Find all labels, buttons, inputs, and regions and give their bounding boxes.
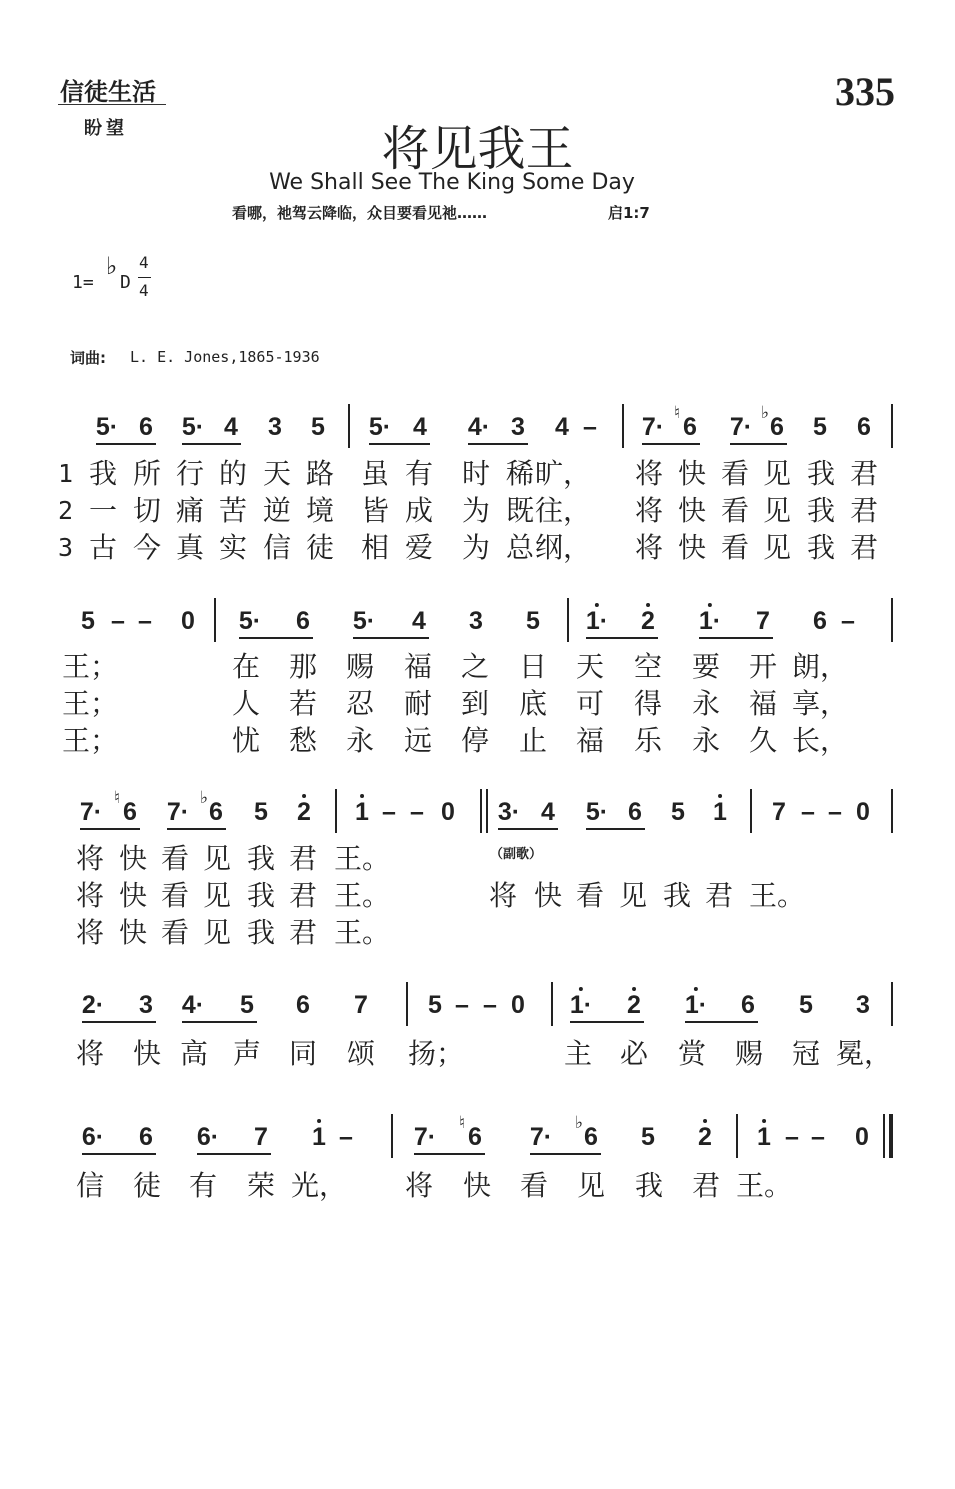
underline-beam — [80, 828, 140, 830]
refrain-syllable: 君 — [704, 879, 734, 912]
note: 7· — [729, 413, 753, 441]
lyric-syllable: 时 — [461, 457, 491, 490]
final-bar-line — [889, 1114, 893, 1158]
note: 7· — [641, 413, 665, 441]
lyric-syllable: 耐 — [403, 687, 433, 720]
lyric-syllable: 必 — [619, 1037, 649, 1070]
lyric-syllable: 王。 — [735, 1169, 793, 1202]
note: 1 — [355, 798, 369, 826]
lyric-syllable: 高 — [179, 1037, 209, 1070]
lyric-syllable: 真 — [175, 531, 205, 564]
note: 1· — [569, 991, 593, 1019]
underline-beam — [530, 1153, 601, 1155]
note: 4 — [413, 413, 427, 441]
note: 0 — [856, 798, 870, 826]
underline-beam — [182, 443, 241, 445]
note: 4 — [541, 798, 555, 826]
lyric-syllable: 快 — [677, 494, 707, 527]
underline-beam — [685, 1021, 758, 1023]
refrain-syllable: 快 — [533, 879, 563, 912]
note: 7 — [772, 798, 786, 826]
note: 7· — [166, 798, 190, 826]
lyric-syllable: 我 — [246, 842, 276, 875]
note: 6 ♭ — [575, 1113, 598, 1151]
note: 6· — [196, 1123, 220, 1151]
lyric-syllable: 永 — [345, 724, 375, 757]
lyric-syllable: 到 — [460, 687, 490, 720]
lyric-syllable: 得 — [633, 687, 663, 720]
note: 1 — [757, 1123, 771, 1151]
underline-beam — [239, 637, 313, 639]
note: 5 — [311, 413, 325, 441]
lyric-syllable: 永 — [691, 724, 721, 757]
lyric-syllable: 为 — [461, 494, 491, 527]
lyric-syllable: 有 — [188, 1169, 218, 1202]
note: 6 — [139, 413, 153, 441]
underline-beam — [730, 443, 787, 445]
lyric-syllable: 福 — [748, 687, 778, 720]
double-bar-line — [480, 789, 482, 833]
note: 6 — [628, 798, 642, 826]
lyric-syllable: 君 — [849, 457, 879, 490]
underline-beam — [642, 443, 700, 445]
note: 6 — [296, 991, 310, 1019]
lyric-syllable: 那 — [288, 650, 318, 683]
lyric-syllable: 忍 — [345, 687, 375, 720]
underline-beam — [468, 443, 528, 445]
lyric-syllable: 王。 — [333, 842, 391, 875]
hymn-english-title: We Shall See The King Some Day — [269, 170, 635, 195]
lyric-syllable: 王。 — [333, 879, 391, 912]
flat-sign: ♭ — [106, 252, 118, 280]
key-note: D — [120, 272, 131, 293]
lyric-syllable: 扬； — [407, 1037, 465, 1070]
lyric-syllable: 君 — [288, 916, 318, 949]
lyric-syllable: 看 — [720, 457, 750, 490]
note: 5 — [428, 991, 442, 1019]
lyric-syllable: 天 — [262, 457, 292, 490]
lyric-syllable: 纲， — [534, 531, 592, 564]
lyric-syllable: 将 — [634, 457, 664, 490]
lyric-syllable: 逆 — [262, 494, 292, 527]
lyric-syllable: 享， — [791, 687, 849, 720]
credit-label: 词曲: — [70, 349, 106, 367]
note: 3 — [139, 991, 153, 1019]
lyric-syllable: 痛 — [175, 494, 205, 527]
category-rule — [58, 104, 166, 105]
bar-line — [406, 982, 408, 1026]
note: 4 — [224, 413, 238, 441]
lyric-syllable: 今 — [132, 531, 162, 564]
natural-sign: ♮ — [674, 403, 681, 422]
note: 6· — [81, 1123, 105, 1151]
lyric-syllable: 路 — [305, 457, 335, 490]
refrain-syllable: 将 — [488, 879, 518, 912]
subcategory-label: 盼望 — [84, 118, 128, 139]
note: 6 ♮ — [674, 403, 697, 441]
lyric-syllable: 古 — [88, 531, 118, 564]
lyric-syllable: 我 — [806, 531, 836, 564]
lyric-syllable: 快 — [118, 879, 148, 912]
note: 2 — [297, 798, 311, 826]
underline-beam — [197, 1153, 271, 1155]
note: – — [785, 1123, 799, 1151]
underline-beam — [414, 1153, 485, 1155]
lyric-syllable: 光， — [290, 1169, 348, 1202]
note: – — [828, 798, 842, 826]
note: 5· — [95, 413, 119, 441]
lyric-syllable: 君 — [691, 1169, 721, 1202]
note: 5· — [368, 413, 392, 441]
lyric-syllable: 稀 — [505, 457, 535, 490]
lyric-syllable: 君 — [849, 531, 879, 564]
note: 4 — [412, 607, 426, 635]
note: – — [382, 798, 396, 826]
refrain-syllable: 王。 — [748, 879, 806, 912]
bar-line — [891, 404, 893, 448]
lyric-syllable: 快 — [118, 916, 148, 949]
refrain-tag: （副歌） — [490, 847, 543, 862]
lyric-syllable: 相 — [360, 531, 390, 564]
lyric-syllable: 底 — [518, 687, 548, 720]
lyric-syllable: 空 — [633, 650, 663, 683]
note: 1· — [684, 991, 708, 1019]
lyric-syllable: 快 — [118, 842, 148, 875]
lyric-syllable: 荣 — [246, 1169, 276, 1202]
lyric-syllable: 君 — [849, 494, 879, 527]
note: 2 — [641, 607, 655, 635]
lyric-syllable: 信 — [75, 1169, 105, 1202]
note: 5· — [352, 607, 376, 635]
note: 7· — [413, 1123, 437, 1151]
lyric-syllable: 看 — [160, 916, 190, 949]
note: – — [841, 607, 855, 635]
lyric-syllable: 徒 — [305, 531, 335, 564]
lyric-syllable: 看 — [160, 842, 190, 875]
lyric-syllable: 看 — [720, 531, 750, 564]
lyric-syllable: 福 — [575, 724, 605, 757]
lyric-syllable: 所 — [132, 457, 162, 490]
lyric-syllable: 愁 — [288, 724, 318, 757]
lyric-syllable: 在 — [231, 650, 261, 683]
lyric-syllable: 远 — [403, 724, 433, 757]
lyric-syllable: 见 — [202, 916, 232, 949]
note: 1· — [698, 607, 722, 635]
lyric-syllable: 乐 — [633, 724, 663, 757]
lyric-syllable: 爱 — [404, 531, 434, 564]
note: 7 — [254, 1123, 268, 1151]
lyric-syllable: 人 — [231, 687, 261, 720]
lyric-syllable: 王； — [61, 724, 119, 757]
lyric-syllable: 切 — [132, 494, 162, 527]
lyric-syllable: 有 — [404, 457, 434, 490]
verse-number: 3 — [58, 533, 74, 562]
lyric-syllable: 王； — [61, 687, 119, 720]
time-signature-bottom: 4 — [139, 281, 149, 300]
note: 1 — [713, 798, 727, 826]
lyric-syllable: 我 — [634, 1169, 664, 1202]
bar-line — [214, 598, 216, 642]
lyric-syllable: 长， — [791, 724, 849, 757]
lyric-syllable: 我 — [806, 457, 836, 490]
lyric-syllable: 将 — [75, 842, 105, 875]
note: 0 — [511, 991, 525, 1019]
note: 1 — [312, 1123, 326, 1151]
note: 5 — [240, 991, 254, 1019]
underline-beam — [586, 828, 645, 830]
lyric-syllable: 朗， — [791, 650, 849, 683]
natural-sign: ♮ — [114, 788, 121, 807]
lyric-syllable: 一 — [88, 494, 118, 527]
page-number: 335 — [835, 69, 895, 114]
lyric-syllable: 见 — [762, 457, 792, 490]
lyric-syllable: 为 — [461, 531, 491, 564]
note: – — [339, 1123, 353, 1151]
note: 6 — [813, 607, 827, 635]
lyric-syllable: 见 — [762, 531, 792, 564]
lyric-syllable: 赐 — [345, 650, 375, 683]
flat-sign: ♭ — [575, 1113, 584, 1132]
lyric-syllable: 快 — [677, 457, 707, 490]
note: 1· — [585, 607, 609, 635]
lyric-syllable: 既 — [505, 494, 535, 527]
note: 0 — [181, 607, 195, 635]
note: 6 ♭ — [761, 403, 784, 441]
scripture-verse: 看哪，祂驾云降临，众目要看见祂…… — [232, 204, 488, 222]
note: 0 — [441, 798, 455, 826]
underline-beam — [82, 1021, 156, 1023]
lyric-syllable: 看 — [519, 1169, 549, 1202]
note: 6 — [296, 607, 310, 635]
note: 5 — [254, 798, 268, 826]
natural-sign: ♮ — [459, 1113, 466, 1132]
lyric-syllable: 若 — [288, 687, 318, 720]
lyric-syllable: 我 — [246, 916, 276, 949]
note: 5 — [81, 607, 95, 635]
lyric-syllable: 苦 — [218, 494, 248, 527]
underline-beam — [369, 443, 430, 445]
lyric-syllable: 天 — [575, 650, 605, 683]
lyric-syllable: 冕， — [835, 1037, 893, 1070]
note: 3 — [268, 413, 282, 441]
note: 5 — [641, 1123, 655, 1151]
time-signature-top: 4 — [139, 253, 149, 272]
hymn-title: 将见我王 — [381, 121, 574, 177]
lyric-syllable: 信 — [262, 531, 292, 564]
lyric-syllable: 永 — [691, 687, 721, 720]
flat-sign: ♭ — [200, 788, 209, 807]
note: 5 — [813, 413, 827, 441]
lyric-syllable: 快 — [462, 1169, 492, 1202]
note: 5· — [585, 798, 609, 826]
lyric-syllable: 王； — [61, 650, 119, 683]
double-bar-line — [486, 789, 488, 833]
note: 6 ♮ — [459, 1113, 482, 1151]
category-label: 信徒生活 — [60, 77, 156, 106]
note: 0 — [855, 1123, 869, 1151]
lyric-syllable: 快 — [677, 531, 707, 564]
verse-number: 1 — [58, 459, 74, 488]
note: – — [455, 991, 469, 1019]
note: – — [583, 413, 597, 441]
note: 6 — [857, 413, 871, 441]
bar-line — [567, 598, 569, 642]
bar-line — [622, 404, 624, 448]
underline-beam — [570, 1021, 644, 1023]
lyric-syllable: 同 — [288, 1037, 318, 1070]
lyric-syllable: 成 — [404, 494, 434, 527]
lyric-syllable: 之 — [460, 650, 490, 683]
note: – — [801, 798, 815, 826]
lyric-syllable: 行 — [175, 457, 205, 490]
bar-line — [891, 598, 893, 642]
underline-beam — [699, 637, 773, 639]
underline-beam — [167, 828, 226, 830]
underline-beam — [96, 443, 156, 445]
note: 3· — [497, 798, 521, 826]
lyric-syllable: 我 — [246, 879, 276, 912]
underline-beam — [586, 637, 658, 639]
bar-line — [551, 982, 553, 1026]
verse-number: 2 — [58, 496, 74, 525]
lyric-syllable: 见 — [202, 842, 232, 875]
lyric-syllable: 旷， — [534, 457, 592, 490]
lyric-syllable: 久 — [748, 724, 778, 757]
note: 2· — [81, 991, 105, 1019]
lyric-syllable: 快 — [132, 1037, 162, 1070]
lyric-syllable: 王。 — [333, 916, 391, 949]
lyric-syllable: 实 — [218, 531, 248, 564]
refrain-syllable: 我 — [662, 879, 692, 912]
note: 5 — [671, 798, 685, 826]
bar-line — [391, 1114, 393, 1158]
lyric-syllable: 往， — [534, 494, 592, 527]
lyric-syllable: 忧 — [231, 724, 261, 757]
bar-line — [335, 789, 337, 833]
lyric-syllable: 可 — [575, 687, 605, 720]
note: – — [483, 991, 497, 1019]
note: 2 — [627, 991, 641, 1019]
lyric-syllable: 声 — [232, 1037, 262, 1070]
note: 3 — [511, 413, 525, 441]
lyric-syllable: 赐 — [734, 1037, 764, 1070]
key-prefix: 1= — [72, 272, 94, 293]
flat-sign: ♭ — [761, 403, 770, 422]
underline-beam — [82, 1153, 156, 1155]
lyric-syllable: 皆 — [360, 494, 390, 527]
note: 4· — [181, 991, 205, 1019]
lyric-syllable: 日 — [518, 650, 548, 683]
lyric-syllable: 我 — [806, 494, 836, 527]
lyric-syllable: 看 — [720, 494, 750, 527]
lyric-syllable: 将 — [75, 1037, 105, 1070]
note: – — [811, 1123, 825, 1151]
lyric-syllable: 徒 — [132, 1169, 162, 1202]
note: 7· — [529, 1123, 553, 1151]
lyric-syllable: 将 — [634, 531, 664, 564]
note: 2 — [698, 1123, 712, 1151]
underline-beam — [353, 637, 429, 639]
lyric-syllable: 开 — [748, 650, 778, 683]
bar-line — [891, 789, 893, 833]
lyric-syllable: 见 — [202, 879, 232, 912]
lyric-syllable: 君 — [288, 842, 318, 875]
note: 5 — [799, 991, 813, 1019]
lyric-syllable: 总 — [505, 531, 535, 564]
lyric-syllable: 将 — [75, 916, 105, 949]
lyric-syllable: 冠 — [791, 1037, 821, 1070]
scripture-reference: 启1:7 — [608, 204, 650, 222]
lyric-syllable: 止 — [518, 724, 548, 757]
final-bar-line — [883, 1114, 885, 1158]
note: 4 — [555, 413, 569, 441]
lyric-syllable: 虽 — [360, 457, 390, 490]
lyric-syllable: 停 — [460, 724, 490, 757]
note: 3 — [856, 991, 870, 1019]
bar-line — [348, 404, 350, 448]
note: 7 — [756, 607, 770, 635]
note: 6 ♮ — [114, 788, 137, 826]
lyric-syllable: 将 — [404, 1169, 434, 1202]
bar-line — [736, 1114, 738, 1158]
credit-name: L. E. Jones,1865-1936 — [130, 348, 320, 366]
note: – — [138, 607, 152, 635]
note: 3 — [469, 607, 483, 635]
lyric-syllable: 颂 — [346, 1037, 376, 1070]
underline-beam — [182, 1021, 257, 1023]
bar-line — [891, 982, 893, 1026]
lyric-syllable: 主 — [563, 1037, 593, 1070]
note: 5· — [181, 413, 205, 441]
bar-line — [750, 789, 752, 833]
note: 6 — [741, 991, 755, 1019]
underline-beam — [498, 828, 558, 830]
note: – — [410, 798, 424, 826]
note: 7 — [354, 991, 368, 1019]
lyric-syllable: 要 — [691, 650, 721, 683]
lyric-syllable: 见 — [762, 494, 792, 527]
note: – — [111, 607, 125, 635]
refrain-syllable: 看 — [575, 879, 605, 912]
note: 4· — [467, 413, 491, 441]
lyric-syllable: 君 — [288, 879, 318, 912]
lyric-syllable: 的 — [218, 457, 248, 490]
lyric-syllable: 看 — [160, 879, 190, 912]
refrain-syllable: 见 — [618, 879, 648, 912]
note: 6 — [139, 1123, 153, 1151]
note: 5 — [526, 607, 540, 635]
lyric-syllable: 见 — [576, 1169, 606, 1202]
note: 5· — [238, 607, 262, 635]
lyric-syllable: 境 — [305, 494, 335, 527]
note: 7· — [79, 798, 103, 826]
note: 6 ♭ — [200, 788, 223, 826]
lyric-syllable: 赏 — [677, 1037, 707, 1070]
lyric-syllable: 福 — [403, 650, 433, 683]
lyric-syllable: 将 — [75, 879, 105, 912]
lyric-syllable: 我 — [88, 457, 118, 490]
lyric-syllable: 将 — [634, 494, 664, 527]
time-signature-line — [138, 277, 151, 278]
